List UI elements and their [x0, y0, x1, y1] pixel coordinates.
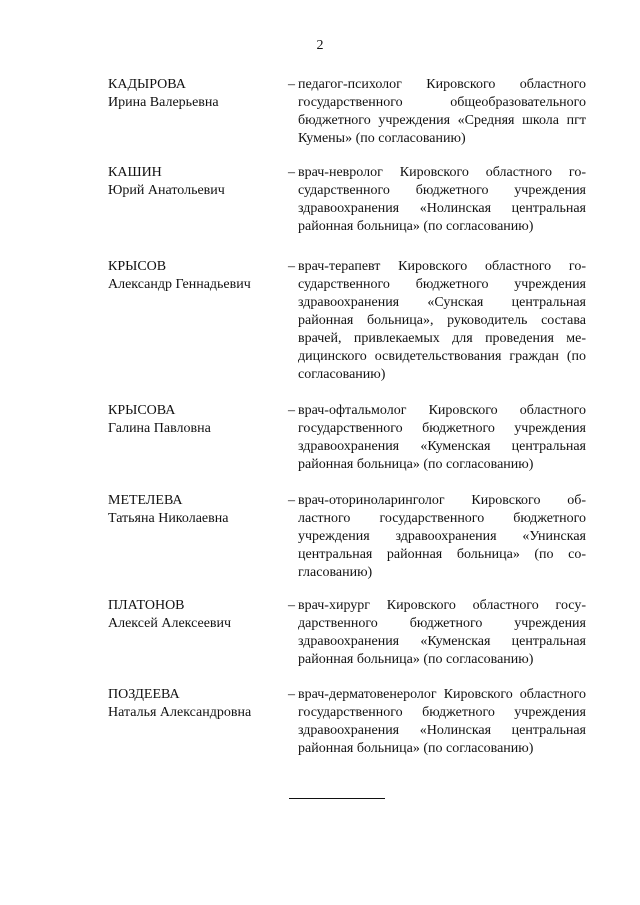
dash-separator: – [288, 493, 295, 508]
member-description: врач-терапевт Кировского областного государственного бюджетного учреждения здравоохранения «Сунская центральная районная больница», руководитель состава врачей, привлекаемых для проведения медицинского освидетельствования граждан (по согласованию) [298, 259, 586, 382]
member-given-name: Татьяна Николаевна [108, 511, 229, 526]
dash-separator: – [288, 77, 295, 92]
member-name [108, 76, 283, 112]
dash-separator: – [288, 403, 295, 418]
page-number: 2 [316, 38, 324, 53]
member-surname: КАДЫРОВА [108, 77, 186, 92]
dash-separator: – [288, 259, 295, 274]
member-description: врач-хирург Кировского областного государственного бюджетного учреждения здравоохранения «Куменская центральная районная больница» (по согласованию) [298, 598, 586, 667]
member-description: врач-невролог Кировского областного государственного бюджетного учреждения здравоохранения «Нолинская центральная районная больница» (по согласованию) [298, 165, 586, 234]
member-surname: КРЫСОВА [108, 403, 176, 418]
member-description: врач-офтальмолог Кировского областного государственного бюджетного учреждения здравоохранения «Куменская центральная районная больница» (по согласованию) [298, 403, 586, 472]
member-name [108, 686, 283, 722]
member-surname: КАШИН [108, 165, 162, 180]
member-given-name: Наталья Александровна [108, 705, 252, 720]
member-surname: КРЫСОВ [108, 259, 167, 274]
member-name [108, 597, 283, 633]
dash-separator: – [288, 687, 295, 702]
member-name [108, 164, 283, 200]
member-name [108, 402, 283, 438]
member-given-name: Алексей Алексеевич [108, 616, 232, 631]
dash-separator: – [288, 598, 295, 613]
member-description: педагог-психолог Кировского областного государственного общеобразовательного бюджетного учреждения «Средняя школа пгт Кумены» (по согласованию) [298, 77, 586, 146]
member-given-name: Александр Геннадьевич [108, 277, 251, 292]
member-given-name: Юрий Анатольевич [108, 183, 225, 198]
member-given-name: Ирина Валерьевна [108, 95, 219, 110]
member-given-name: Галина Павловна [108, 421, 211, 436]
member-surname: ПОЗДЕЕВА [108, 687, 180, 702]
member-name [108, 258, 283, 294]
member-description: врач-дерматовенеролог Кировского областного государственного бюджетного учреждения здравоохранения «Нолинская центральная районная больница» (по согласованию) [298, 687, 586, 756]
member-surname: МЕТЕЛЕВА [108, 493, 183, 508]
member-surname: ПЛАТОНОВ [108, 598, 185, 613]
member-name [108, 492, 283, 528]
closing-rule [289, 798, 385, 799]
member-description: врач-оториноларинголог Кировского областного государственного бюджетного учреждения здравоохранения «Унинская центральная районная больница» (по согласованию) [298, 493, 586, 580]
dash-separator: – [288, 165, 295, 180]
